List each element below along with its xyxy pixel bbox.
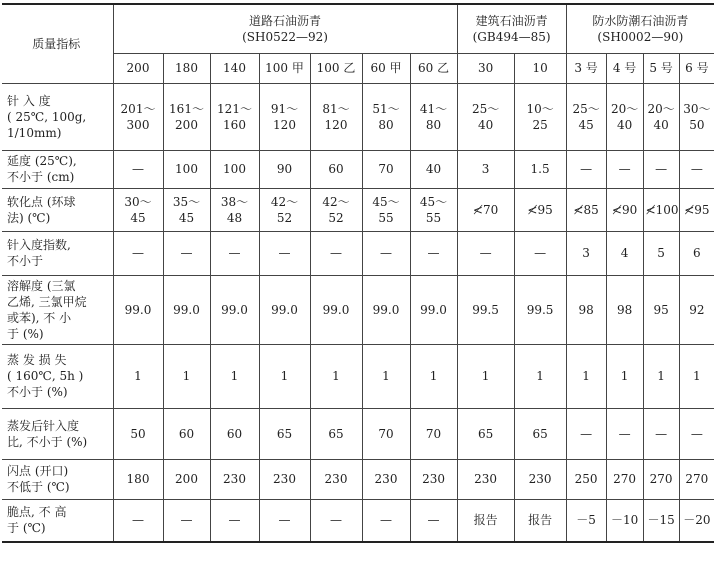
table-cell: 270	[606, 459, 643, 499]
table-cell: 230	[362, 459, 410, 499]
table-cell: 45～ 55	[410, 188, 457, 231]
table-cell: —	[606, 408, 643, 459]
table-cell: 95	[643, 275, 679, 344]
table-cell: 1	[259, 344, 310, 408]
table-cell: 70	[362, 408, 410, 459]
grade-header: 4 号	[606, 53, 643, 83]
table-cell: 35～ 45	[163, 188, 210, 231]
table-cell: 1	[210, 344, 259, 408]
table-cell: 121～ 160	[210, 83, 259, 150]
table-cell: 1	[362, 344, 410, 408]
grade-header: 200	[113, 53, 163, 83]
table-cell: —	[259, 231, 310, 275]
table-cell: 40	[410, 150, 457, 188]
table-cell: —	[163, 231, 210, 275]
table-cell: 99.5	[514, 275, 566, 344]
header-group-row	[2, 4, 714, 53]
group-title: 建筑石油沥青	[475, 13, 548, 28]
table-cell: 99.0	[259, 275, 310, 344]
table-cell: 230	[259, 459, 310, 499]
grade-header: 10	[514, 53, 566, 83]
table-cell: 报告	[514, 499, 566, 542]
table-cell: 200	[163, 459, 210, 499]
table-cell: 3	[457, 150, 514, 188]
table-cell: －15	[643, 499, 679, 542]
table-cell: 41～ 80	[410, 83, 457, 150]
table-cell: —	[410, 231, 457, 275]
table-cell: 1	[606, 344, 643, 408]
table-cell: 230	[410, 459, 457, 499]
table-cell: 230	[457, 459, 514, 499]
grade-header: 60 乙	[410, 53, 457, 83]
table-cell: ≮70	[457, 188, 514, 231]
table-cell: 5	[643, 231, 679, 275]
table-cell: ≮95	[514, 188, 566, 231]
row-label: 蒸 发 损 失 ( 160℃, 5h ) 不小于 (%)	[2, 344, 113, 408]
table-cell: —	[566, 150, 606, 188]
table-cell: —	[259, 499, 310, 542]
table-cell: 3	[566, 231, 606, 275]
table-cell: 70	[362, 150, 410, 188]
group-header-road	[113, 4, 457, 53]
table-row	[2, 150, 714, 188]
table-cell: 99.0	[410, 275, 457, 344]
table-cell: 99.0	[210, 275, 259, 344]
table-cell: 100	[163, 150, 210, 188]
table-row	[2, 499, 714, 542]
table-cell: 99.0	[113, 275, 163, 344]
table-cell: ≮85	[566, 188, 606, 231]
table-cell: —	[679, 408, 714, 459]
table-cell: —	[514, 231, 566, 275]
table-cell: 51～ 80	[362, 83, 410, 150]
table-cell: 20～ 40	[643, 83, 679, 150]
spec-table	[2, 3, 714, 543]
table-cell: 81～ 120	[310, 83, 362, 150]
group-standard: (SH0522—92)	[242, 29, 328, 44]
table-cell: ≮95	[679, 188, 714, 231]
table-cell: 230	[210, 459, 259, 499]
row-label: 闪点 (开口) 不低于 (℃)	[2, 459, 113, 499]
table-cell: —	[310, 499, 362, 542]
row-label: 蒸发后针入度 比, 不小于 (%)	[2, 408, 113, 459]
table-cell: 1	[514, 344, 566, 408]
row-label: 针 入 度 ( 25℃, 100g, 1/10mm)	[2, 83, 113, 150]
grade-header: 100 甲	[259, 53, 310, 83]
table-cell: 38～ 48	[210, 188, 259, 231]
table-cell: 30～ 50	[679, 83, 714, 150]
table-cell: 270	[643, 459, 679, 499]
table-cell: 99.0	[310, 275, 362, 344]
table-cell: —	[362, 499, 410, 542]
table-cell: 65	[514, 408, 566, 459]
table-cell: 100	[210, 150, 259, 188]
table-cell: —	[113, 231, 163, 275]
table-cell: 1	[410, 344, 457, 408]
group-standard: (SH0002—90)	[597, 29, 684, 44]
table-cell: 99.5	[457, 275, 514, 344]
group-header-building	[457, 4, 566, 53]
table-cell: 90	[259, 150, 310, 188]
table-cell: 98	[606, 275, 643, 344]
table-row	[2, 408, 714, 459]
table-cell: 45～ 55	[362, 188, 410, 231]
table-row	[2, 344, 714, 408]
table-cell: 65	[259, 408, 310, 459]
table-row	[2, 275, 714, 344]
table-cell: 42～ 52	[259, 188, 310, 231]
table-cell: —	[643, 408, 679, 459]
table-cell: 180	[113, 459, 163, 499]
grade-header: 60 甲	[362, 53, 410, 83]
row-label: 软化点 (环球 法) (℃)	[2, 188, 113, 231]
table-cell: 报告	[457, 499, 514, 542]
table-cell: 1	[310, 344, 362, 408]
table-cell: 4	[606, 231, 643, 275]
table-cell: 1	[457, 344, 514, 408]
table-cell: 65	[310, 408, 362, 459]
table-cell: 1	[679, 344, 714, 408]
table-cell: —	[310, 231, 362, 275]
grade-header: 3 号	[566, 53, 606, 83]
table-cell: 91～ 120	[259, 83, 310, 150]
table-cell: ≮90	[606, 188, 643, 231]
table-cell: 50	[113, 408, 163, 459]
table-cell: 1.5	[514, 150, 566, 188]
table-cell: 98	[566, 275, 606, 344]
table-cell: 92	[679, 275, 714, 344]
table-row	[2, 188, 714, 231]
table-cell: —	[210, 231, 259, 275]
table-cell: 60	[163, 408, 210, 459]
table-cell: 230	[514, 459, 566, 499]
table-cell: 10～ 25	[514, 83, 566, 150]
table-cell: 201～ 300	[113, 83, 163, 150]
group-title: 防水防潮石油沥青	[592, 13, 689, 28]
grade-header: 5 号	[643, 53, 679, 83]
table-cell: 250	[566, 459, 606, 499]
table-cell: 161～ 200	[163, 83, 210, 150]
table-cell: —	[163, 499, 210, 542]
table-cell: 99.0	[163, 275, 210, 344]
table-cell: —	[113, 150, 163, 188]
table-cell: 20～ 40	[606, 83, 643, 150]
table-cell: 30～ 45	[113, 188, 163, 231]
grade-header: 140	[210, 53, 259, 83]
table-cell: 42～ 52	[310, 188, 362, 231]
table-cell: 70	[410, 408, 457, 459]
grade-header: 100 乙	[310, 53, 362, 83]
row-label: 针入度指数, 不小于	[2, 231, 113, 275]
table-cell: 99.0	[362, 275, 410, 344]
group-standard: (GB494—85)	[472, 29, 551, 44]
table-row	[2, 231, 714, 275]
grade-header: 6 号	[679, 53, 714, 83]
row-label: 溶解度 (三氯 乙烯, 三氯甲烷 或苯), 不 小 于 (%)	[2, 275, 113, 344]
table-cell: —	[643, 150, 679, 188]
table-cell: —	[606, 150, 643, 188]
table-cell: －10	[606, 499, 643, 542]
table-cell: —	[457, 231, 514, 275]
table-cell: 1	[643, 344, 679, 408]
table-cell: —	[566, 408, 606, 459]
table-cell: 60	[310, 150, 362, 188]
table-cell: 1	[113, 344, 163, 408]
table-cell: 230	[310, 459, 362, 499]
corner-header: 质量指标	[2, 4, 113, 83]
grade-header: 30	[457, 53, 514, 83]
group-header-waterproof	[566, 4, 714, 53]
table-cell: 1	[566, 344, 606, 408]
table-cell: 1	[163, 344, 210, 408]
table-cell: —	[362, 231, 410, 275]
row-label: 延度 (25℃), 不小于 (cm)	[2, 150, 113, 188]
row-label: 脆点, 不 高 于 (℃)	[2, 499, 113, 542]
table-cell: —	[210, 499, 259, 542]
table-cell: 25～ 40	[457, 83, 514, 150]
table-row	[2, 459, 714, 499]
table-cell: －5	[566, 499, 606, 542]
table-cell: 60	[210, 408, 259, 459]
table-row	[2, 83, 714, 150]
grade-header: 180	[163, 53, 210, 83]
table-cell: 25～ 45	[566, 83, 606, 150]
group-title: 道路石油沥青	[249, 13, 322, 28]
table-cell: 270	[679, 459, 714, 499]
table-cell: —	[679, 150, 714, 188]
table-cell: 6	[679, 231, 714, 275]
table-cell: ≮100	[643, 188, 679, 231]
table-cell: —	[113, 499, 163, 542]
table-cell: －20	[679, 499, 714, 542]
table-cell: —	[410, 499, 457, 542]
table-cell: 65	[457, 408, 514, 459]
